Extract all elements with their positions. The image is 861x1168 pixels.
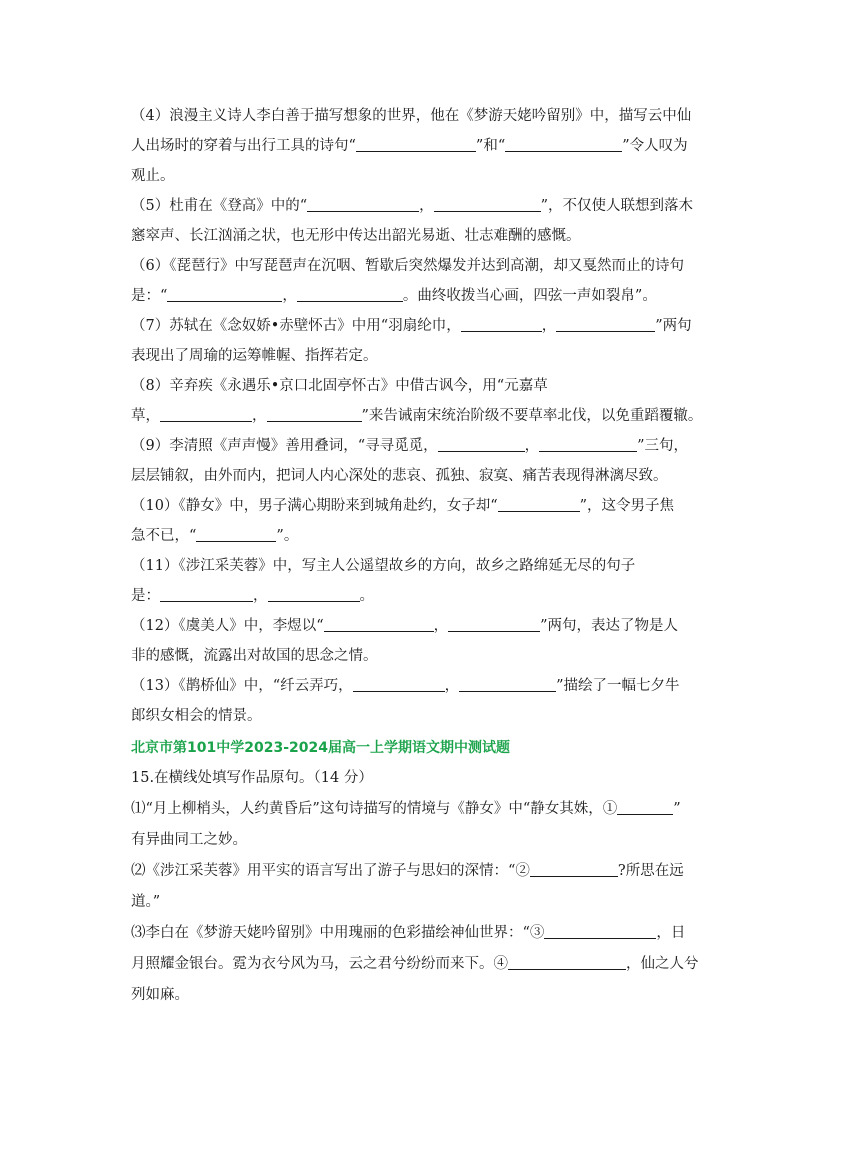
question-line [131, 401, 741, 431]
question-line [131, 461, 741, 491]
question-15-line [131, 887, 741, 918]
line-text: （8）辛弃疾《永遇乐•京口北固亭怀古》中借古讽今，用“元嘉草 [131, 378, 548, 394]
question-line [131, 281, 741, 311]
answer-blank[interactable] [297, 286, 403, 302]
line-text: ”令人叹为 [622, 138, 688, 154]
line-text: 急不已，“ [131, 528, 197, 544]
line-text: （6）《琵琶行》中写琵琶声在沉咽、暂歇后突然爆发并达到高潮，却又戛然而止的诗句 [131, 258, 684, 274]
line-text: ， [444, 678, 460, 694]
answer-blank[interactable] [267, 406, 362, 422]
line-text: 层层铺叙，由外而内，把词人内心深处的悲哀、孤独、寂寞、痛苦表现得淋漓尽致。 [131, 468, 668, 484]
question-line [131, 551, 741, 581]
question-line [131, 221, 741, 251]
question-15-lines [131, 794, 741, 1011]
line-text: ， [282, 288, 297, 304]
question-line [131, 431, 741, 461]
answer-blank[interactable] [160, 586, 253, 602]
answer-blank[interactable] [544, 923, 656, 939]
answer-blank[interactable] [353, 676, 445, 692]
line-text: 郎织女相会的情景。 [131, 708, 262, 724]
answer-blank[interactable] [167, 286, 282, 302]
question-15-line [131, 794, 741, 825]
question-item-11 [131, 551, 741, 611]
line-text: 是： [131, 588, 160, 604]
line-text: ”两句，表达了物是人 [540, 618, 679, 634]
answer-blank[interactable] [307, 196, 419, 212]
line-text: 。 [359, 588, 374, 604]
answer-blank[interactable] [505, 136, 622, 152]
question-item-8 [131, 371, 741, 431]
question-15-line [131, 856, 741, 887]
answer-blank[interactable] [196, 526, 276, 542]
line-text: 列如麻。 [131, 987, 189, 1003]
answer-blank[interactable] [498, 496, 580, 512]
question-line [131, 641, 741, 671]
document-page [131, 101, 741, 1011]
line-text: ，日 [656, 925, 686, 941]
line-text: ”两句 [655, 318, 692, 334]
line-text: ”三句， [637, 438, 689, 454]
question-line [131, 581, 741, 611]
line-text: ”，这令男子焦 [579, 498, 675, 514]
answer-blank[interactable] [160, 406, 252, 422]
question-item-12 [131, 611, 741, 671]
line-text: ， [524, 438, 540, 454]
line-text: （10）《静女》中，男子满心期盼来到城角赴约，女子却“ [131, 498, 498, 514]
question-item-13 [131, 671, 741, 731]
answer-blank[interactable] [324, 616, 434, 632]
question-item-9 [131, 431, 741, 491]
line-text: （12）《虞美人》中，李煜以“ [131, 618, 324, 634]
question-line [131, 701, 741, 731]
line-text: ”来告诫南宋统治阶级不要草率北伐，以免重蹈覆辙。 [361, 408, 703, 424]
question-line [131, 671, 741, 701]
line-text: ⑴“月上柳梢头，人约黄昏后”这句诗描写的情境与《静女》中“静女其姝，① [131, 801, 618, 817]
answer-blank[interactable] [617, 799, 673, 815]
question-item-10 [131, 491, 741, 551]
line-text: ， [433, 618, 449, 634]
answer-blank[interactable] [356, 136, 476, 152]
line-text: 。曲终收拨当心画，四弦一声如裂帛”。 [402, 288, 657, 304]
line-text: 人出场时的穿着与出行工具的诗句“ [131, 138, 356, 154]
line-text: （5）杜甫在《登高》中的“ [131, 198, 308, 214]
line-text: 非的感慨，流露出对故国的思念之情。 [131, 648, 378, 664]
question-line [131, 191, 741, 221]
line-text: ”描绘了一幅七夕牛 [556, 678, 680, 694]
line-text: 观止。 [131, 168, 175, 184]
answer-blank[interactable] [438, 436, 525, 452]
line-text: （11）《涉江采芙蓉》中，写主人公遥望故乡的方向，故乡之路绵延无尽的句子 [131, 558, 636, 574]
question-15-title: 15.在横线处填写作品原句。（14 分） [131, 770, 373, 786]
line-text: ， [541, 318, 557, 334]
line-text: ?所思在远 [617, 863, 684, 879]
line-text: ”，不仅使人联想到落木 [540, 198, 694, 214]
answer-blank[interactable] [461, 316, 542, 332]
question-line [131, 521, 741, 551]
answer-blank[interactable] [530, 861, 618, 877]
question-item-4 [131, 101, 741, 191]
line-text: （9）李清照《声声慢》善用叠词，“寻寻觅觅， [131, 438, 438, 454]
question-15-line [131, 980, 741, 1011]
line-text: ， [419, 198, 434, 214]
question-line [131, 161, 741, 191]
question-line [131, 251, 741, 281]
question-15-line [131, 825, 741, 856]
answer-blank[interactable] [556, 316, 655, 332]
line-text: ”和“ [475, 138, 506, 154]
line-text: （4）浪漫主义诗人李白善于描写想象的世界，他在《梦游天姥吟留别》中，描写云中仙 [131, 108, 692, 124]
line-text: 草， [131, 408, 160, 424]
question-item-7 [131, 311, 741, 371]
line-text: ⑵《涉江采芙蓉》用平实的语言写出了游子与思妇的深情：“② [131, 863, 530, 879]
line-text: （13）《鹊桥仙》中，“纤云弄巧， [131, 678, 353, 694]
answer-blank[interactable] [448, 616, 540, 632]
answer-blank[interactable] [268, 586, 360, 602]
line-text: 道。” [131, 894, 161, 910]
answer-blank[interactable] [459, 676, 556, 692]
line-text: 有异曲同工之妙。 [131, 832, 247, 848]
question-item-5 [131, 191, 741, 251]
line-text: ”。 [276, 528, 299, 544]
section-heading: 北京市第101中学2023-2024届高一上学期语文期中测试题 [131, 740, 510, 756]
question-line [131, 131, 741, 161]
line-text: 表现出了周瑜的运筹帷幄、指挥若定。 [131, 348, 378, 364]
answer-blank[interactable] [434, 196, 541, 212]
question-line [131, 311, 741, 341]
question-14-items [131, 101, 741, 731]
question-line [131, 101, 741, 131]
question-line [131, 611, 741, 641]
line-text: 月照耀金银台。霓为衣兮风为马，云之君兮纷纷而来下。④ [131, 956, 508, 972]
answer-blank[interactable] [508, 954, 626, 970]
line-text: ⑶李白在《梦游天姥吟留别》中用瑰丽的色彩描绘神仙世界：“③ [131, 925, 545, 941]
question-line [131, 371, 741, 401]
question-line [131, 491, 741, 521]
line-text: ， [253, 588, 268, 604]
question-15-line [131, 949, 741, 980]
line-text: ” [673, 801, 681, 817]
line-text: （7）苏轼在《念奴娇•赤壁怀古》中用“羽扇纶巾， [131, 318, 461, 334]
line-text: 是：“ [131, 288, 168, 304]
answer-blank[interactable] [539, 436, 637, 452]
line-text: ，仙之人兮 [626, 956, 699, 972]
question-line [131, 341, 741, 371]
question-15-line [131, 918, 741, 949]
question-15 [131, 763, 741, 1011]
line-text: 窸窣声、长江汹涌之状，也无形中传达出韶光易逝、壮志难酬的感慨。 [131, 228, 581, 244]
line-text: ， [252, 408, 267, 424]
question-item-6 [131, 251, 741, 311]
